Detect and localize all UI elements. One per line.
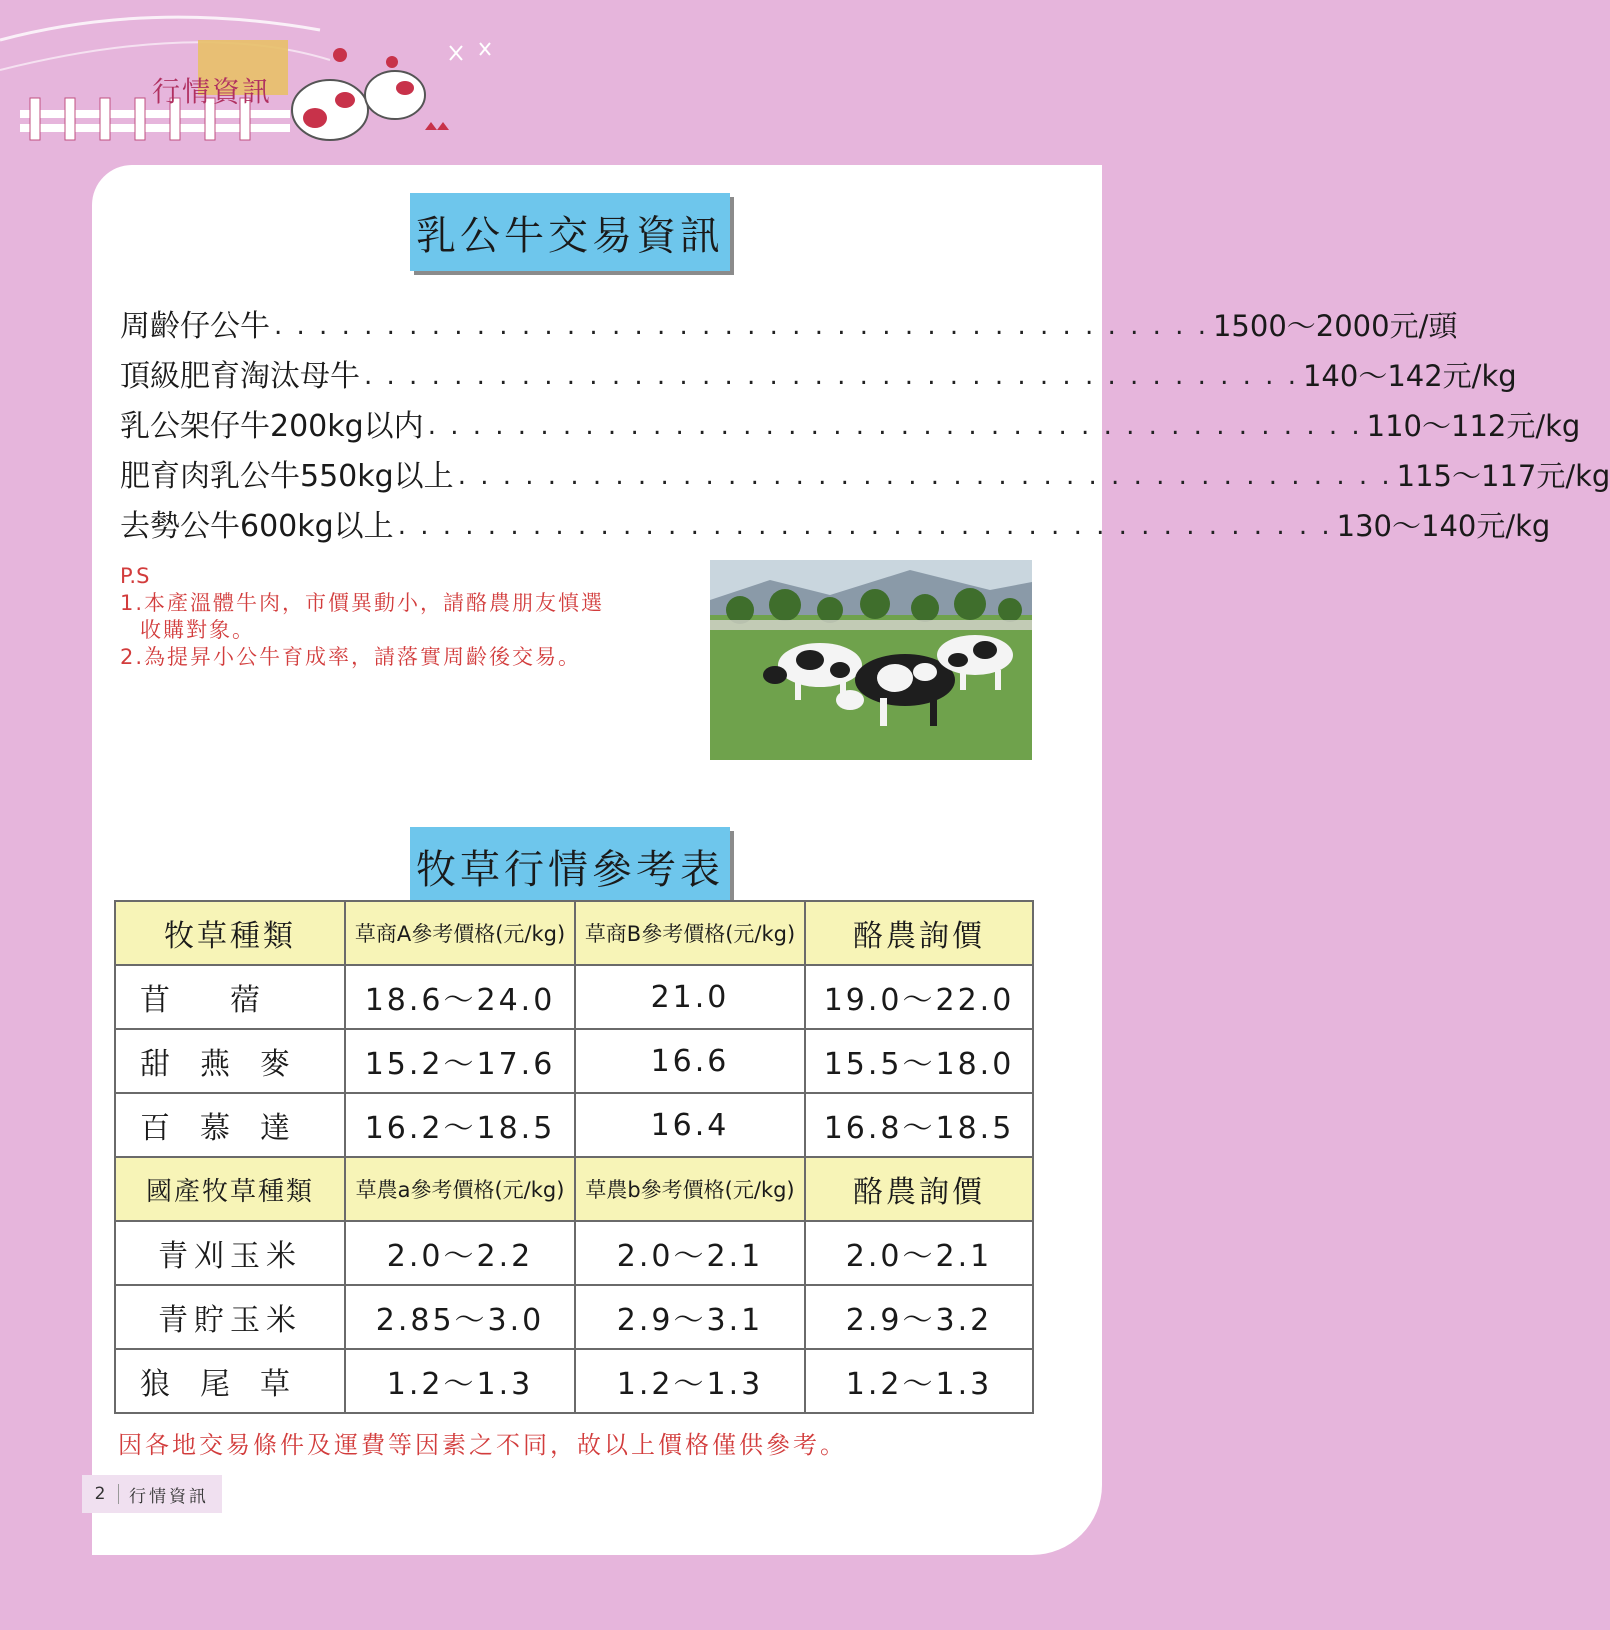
table-cell: 21.0 (575, 965, 805, 1029)
note-1: 1.本產溫體牛肉，市價異動小，請酪農朋友慎選 (120, 591, 605, 615)
forage-name: 青貯玉米 (115, 1285, 345, 1349)
price-item: 去勢公牛600kg以上 (120, 509, 394, 544)
table-row (115, 1285, 1033, 1349)
dot-leader: . . . . . . . . . . . . . . . . . . . . . . . . . . . . . . . . . . . . . . . . . . (397, 511, 1333, 541)
forage-name: 苜蓿 (115, 965, 345, 1029)
header-cell: 牧草種類 (115, 901, 345, 965)
price-item: 肥育肉乳公牛550kg以上 (120, 459, 454, 494)
price-value: 1500～2000元/頭 (1212, 309, 1458, 343)
table-row (115, 1349, 1033, 1413)
section-tag: 行情資訊 (152, 75, 273, 108)
forage-name: 甜燕麥 (115, 1029, 345, 1093)
header-cell: 國產牧草種類 (115, 1157, 345, 1221)
table-row (115, 1221, 1033, 1285)
header-cell: 草商A參考價格(元/kg) (345, 901, 575, 965)
table-cell: 1.2～1.3 (575, 1349, 805, 1413)
header-cell: 酪農詢價 (805, 1157, 1033, 1221)
table-cell: 1.2～1.3 (345, 1349, 575, 1413)
forage-price-table (114, 900, 1034, 1414)
price-list (120, 295, 1610, 545)
bull-trade-title: 乳公牛交易資訊 (410, 193, 730, 271)
table-cell: 16.2～18.5 (345, 1093, 575, 1157)
note-1-cont: 收購對象。 (140, 618, 255, 642)
cows-grazing-photo (710, 560, 1032, 760)
price-value: 140～142元/kg (1302, 359, 1517, 393)
price-row (120, 295, 1458, 345)
forage-table-title: 牧草行情參考表 (410, 827, 730, 905)
ps-notes (120, 563, 700, 671)
forage-name: 狼尾草 (115, 1349, 345, 1413)
dot-leader: . . . . . . . . . . . . . . . . . . . . . . . . . . . . . . . . . . . . . . . . . . (457, 461, 1393, 491)
price-value: 115～117元/kg (1396, 459, 1610, 493)
table-cell: 2.0～2.1 (575, 1221, 805, 1285)
dot-leader: . . . . . . . . . . . . . . . . . . . . . . . . . . . . . . . . . . . . . . . . . . (364, 361, 1299, 391)
table-cell: 2.9～3.2 (805, 1285, 1033, 1349)
page-footer (82, 1475, 222, 1513)
content-card (92, 165, 1610, 1555)
table-row (115, 1029, 1033, 1093)
price-value: 110～112元/kg (1366, 409, 1581, 443)
table-cell: 18.6～24.0 (345, 965, 575, 1029)
table-cell: 15.5～18.0 (805, 1029, 1033, 1093)
header-cell: 草商B參考價格(元/kg) (575, 901, 805, 965)
table-cell: 2.0～2.2 (345, 1221, 575, 1285)
table-cell: 1.2～1.3 (805, 1349, 1033, 1413)
ps-label: P.S (120, 564, 150, 588)
footer-label: 行情資訊 (129, 1486, 209, 1507)
price-value: 130～140元/kg (1336, 509, 1551, 543)
price-item: 乳公架仔牛200kg以内 (120, 409, 424, 444)
table-cell: 16.4 (575, 1093, 805, 1157)
table-cell: 16.6 (575, 1029, 805, 1093)
dot-leader: . . . . . . . . . . . . . . . . . . . . . . . . . . . . . . . . . . . . . . . . . . (427, 411, 1363, 441)
header-decoration (0, 0, 1150, 165)
header-cell: 草農a參考價格(元/kg) (345, 1157, 575, 1221)
forage-name: 青刈玉米 (115, 1221, 345, 1285)
price-row (120, 495, 1551, 545)
price-row (120, 445, 1610, 495)
price-item: 頂級肥育淘汰母牛 (120, 359, 360, 394)
table-cell: 2.85～3.0 (345, 1285, 575, 1349)
table-cell: 15.2～17.6 (345, 1029, 575, 1093)
table-cell: 16.8～18.5 (805, 1093, 1033, 1157)
header-cell: 酪農詢價 (805, 901, 1033, 965)
price-row (120, 395, 1581, 445)
table-row (115, 965, 1033, 1029)
table-cell: 2.0～2.1 (805, 1221, 1033, 1285)
note-2: 2.為提昇小公牛育成率，請落實周齡後交易。 (120, 645, 582, 669)
table-header-row (115, 1157, 1033, 1221)
table-row (115, 1093, 1033, 1157)
table-header-row (115, 901, 1033, 965)
forage-name: 百慕達 (115, 1093, 345, 1157)
price-item: 周齡仔公牛 (120, 309, 270, 344)
page-number: 2 (82, 1484, 119, 1504)
dot-leader: . . . . . . . . . . . . . . . . . . . . . . . . . . . . . . . . . . . . . . . . . . (274, 311, 1209, 341)
price-row (120, 345, 1517, 395)
header-cell: 草農b參考價格(元/kg) (575, 1157, 805, 1221)
table-cell: 2.9～3.1 (575, 1285, 805, 1349)
price-disclaimer: 因各地交易條件及運費等因素之不同，故以上價格僅供參考。 (118, 1431, 847, 1459)
table-cell: 19.0～22.0 (805, 965, 1033, 1029)
